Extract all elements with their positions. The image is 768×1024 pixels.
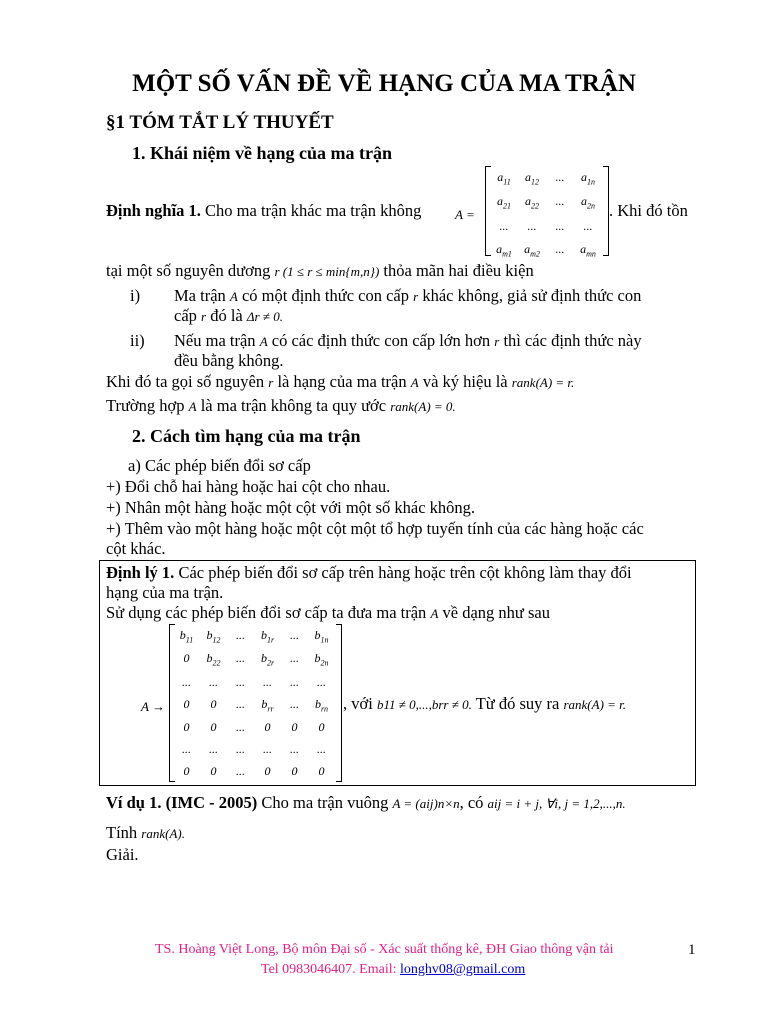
matrix-cell: $a_{mn}$ — [580, 241, 596, 259]
matrix-cell: $a_{2n}$ — [581, 194, 595, 211]
theorem-line: Định lý 1. Các phép biến đổi sơ cấp trên hàng hoặc trên cột không làm thay đổi — [106, 563, 632, 582]
matrix-cell: ... — [555, 170, 565, 184]
matrix-cell: ... — [236, 674, 245, 689]
matrix-cell: 0 — [210, 696, 217, 711]
rank-definition: Khi đó ta gọi số nguyên r là hạng của ma trận A và ký hiệu là rank(A) = r. — [106, 372, 575, 391]
matrix-cell: 0 — [210, 764, 217, 779]
matrix-cell: 0 — [291, 764, 298, 779]
matrix-cell: ... — [236, 742, 245, 757]
matrix-cell: ... — [236, 651, 245, 666]
matrix-cell: ... — [555, 194, 565, 209]
matrix-cell: ... — [236, 628, 245, 642]
footer-author: TS. Hoàng Việt Long, Bộ môn Đại số - Xác suất thống kê, ĐH Giao thông vận tải — [155, 942, 614, 957]
matrix-cell: $b_{rr}$ — [261, 696, 274, 714]
matrix-cell: 0 — [264, 720, 271, 735]
matrix-bracket-right — [336, 624, 342, 782]
matrix-a — [490, 170, 602, 258]
matrix-cell: $a_{1n}$ — [581, 170, 595, 187]
matrix-cell: ... — [209, 742, 218, 757]
matrix-cell: $b_{22}$ — [206, 651, 221, 668]
matrix-cell: $a_{11}$ — [497, 170, 511, 187]
matrix-cell: $b_{2n}$ — [314, 651, 329, 668]
theorem-conclusion: , với b11 ≠ 0,...,brr ≠ 0. Từ đó suy ra rank(A) = r. — [343, 694, 627, 713]
matrix-cell: $a_{m2}$ — [524, 241, 540, 259]
example-line-2: Tính rank(A). — [106, 823, 185, 842]
matrix-cell: ... — [290, 674, 299, 689]
matrix-cell: ... — [317, 674, 326, 689]
item-marker: i) — [130, 286, 141, 305]
matrix-cell: ... — [182, 742, 191, 757]
matrix-cell: 0 — [210, 720, 217, 735]
item-text: Nếu ma trận A có các định thức con cấp lớn hơn r thì các định thức này — [174, 331, 642, 350]
matrix-cell: ... — [263, 742, 272, 757]
definition-label: Định nghĩa 1. — [106, 201, 201, 220]
matrix-cell: ... — [527, 218, 537, 233]
op-2: +) Nhân một hàng hoặc một cột với một số khác không. — [106, 498, 476, 517]
matrix-cell: $a_{21}$ — [497, 194, 511, 211]
op-3-cont: cột khác. — [106, 539, 166, 558]
matrix-cell: ... — [499, 218, 509, 233]
matrix-cell: ... — [290, 742, 299, 757]
theorem-line-3: Sử dụng các phép biến đổi sơ cấp ta đưa ma trận A về dạng như sau — [106, 603, 550, 622]
matrix-cell: ... — [263, 674, 272, 689]
theorem-line-2: hạng của ma trận. — [106, 583, 224, 602]
theorem-label: Định lý 1. — [106, 563, 175, 582]
matrix-cell: $b_{1r}$ — [260, 628, 275, 645]
example-line: Ví dụ 1. (IMC - 2005) Cho ma trận vuông A = (aij)n×n, có aij = i + j, ∀i, j = 1,2,...,n. — [106, 793, 626, 812]
matrix-cell: $b_{1n}$ — [314, 628, 329, 645]
matrix-cell: $b_{2r}$ — [260, 651, 275, 668]
ops-heading: a) Các phép biến đổi sơ cấp — [128, 456, 311, 475]
op-3: +) Thêm vào một hàng hoặc một cột một tổ hợp tuyến tính của các hàng hoặc các — [106, 519, 644, 538]
matrix-cell: ... — [290, 696, 299, 711]
matrix-cell: ... — [583, 218, 593, 233]
matrix-cell: $b_{11}$ — [179, 628, 194, 645]
matrix-cell: 0 — [183, 764, 190, 779]
op-1: +) Đổi chỗ hai hàng hoặc hai cột cho nhau. — [106, 477, 391, 496]
matrix-cell: ... — [182, 674, 191, 689]
page-number: 1 — [688, 942, 696, 958]
matrix-cell: $a_{22}$ — [525, 194, 539, 211]
matrix-cell: $a_{m1}$ — [496, 241, 512, 259]
matrix-cell: 0 — [264, 764, 271, 779]
matrix-cell: ... — [290, 628, 299, 642]
matrix-cell: $a_{12}$ — [525, 170, 539, 187]
theorem-lhs: A → — [141, 699, 165, 714]
matrix-lhs: A = — [455, 207, 475, 222]
item-text: đều bằng không. — [174, 351, 284, 370]
matrix-cell: ... — [290, 651, 299, 666]
definition-line-2: tại một số nguyên dương r (1 ≤ r ≤ min{m,n}) thỏa mãn hai điều kiện — [106, 261, 534, 280]
matrix-cell: $b_{12}$ — [206, 628, 221, 645]
item-marker: ii) — [130, 331, 145, 350]
matrix-cell: ... — [555, 218, 565, 233]
matrix-cell: 0 — [318, 764, 325, 779]
matrix-cell: ... — [317, 742, 326, 757]
matrix-cell: ... — [555, 241, 565, 256]
email-link[interactable]: longhv08@gmail.com — [400, 962, 526, 977]
example-label: Ví dụ 1. (IMC - 2005) — [106, 793, 258, 812]
item-text: Ma trận A có một định thức con cấp r khác không, giả sử định thức con — [174, 286, 642, 305]
definition-continuation: . Khi đó tồn — [609, 201, 688, 220]
matrix-cell: ... — [236, 720, 245, 735]
matrix-cell: ... — [236, 764, 245, 779]
matrix-cell: 0 — [183, 651, 190, 666]
page-title: MỘT SỐ VẤN ĐỀ VỀ HẠNG CỦA MA TRẬN — [132, 70, 636, 97]
definition-line: Định nghĩa 1. Cho ma trận khác ma trận không — [106, 201, 422, 220]
matrix-cell: 0 — [318, 720, 325, 735]
solution-label: Giải. — [106, 845, 139, 864]
echelon-matrix — [173, 628, 335, 779]
item-text: cấp r đó là Δr ≠ 0. — [174, 306, 283, 325]
matrix-cell: 0 — [291, 720, 298, 735]
subsection-heading-2: 2. Cách tìm hạng của ma trận — [132, 426, 361, 446]
subsection-heading-1: 1. Khái niệm về hạng của ma trận — [132, 143, 393, 163]
matrix-cell: $b_{rn}$ — [314, 696, 329, 714]
footer-contact: Tel 0983046407. Email: longhv08@gmail.com — [261, 962, 526, 977]
rank-convention: Trường hợp A là ma trận không ta quy ước rank(A) = 0. — [106, 396, 456, 415]
matrix-cell: ... — [209, 674, 218, 689]
matrix-cell: 0 — [183, 720, 190, 735]
section-heading: §1 TÓM TẮT LÝ THUYẾT — [106, 112, 334, 133]
matrix-cell: 0 — [183, 696, 190, 711]
matrix-cell: ... — [236, 696, 245, 711]
